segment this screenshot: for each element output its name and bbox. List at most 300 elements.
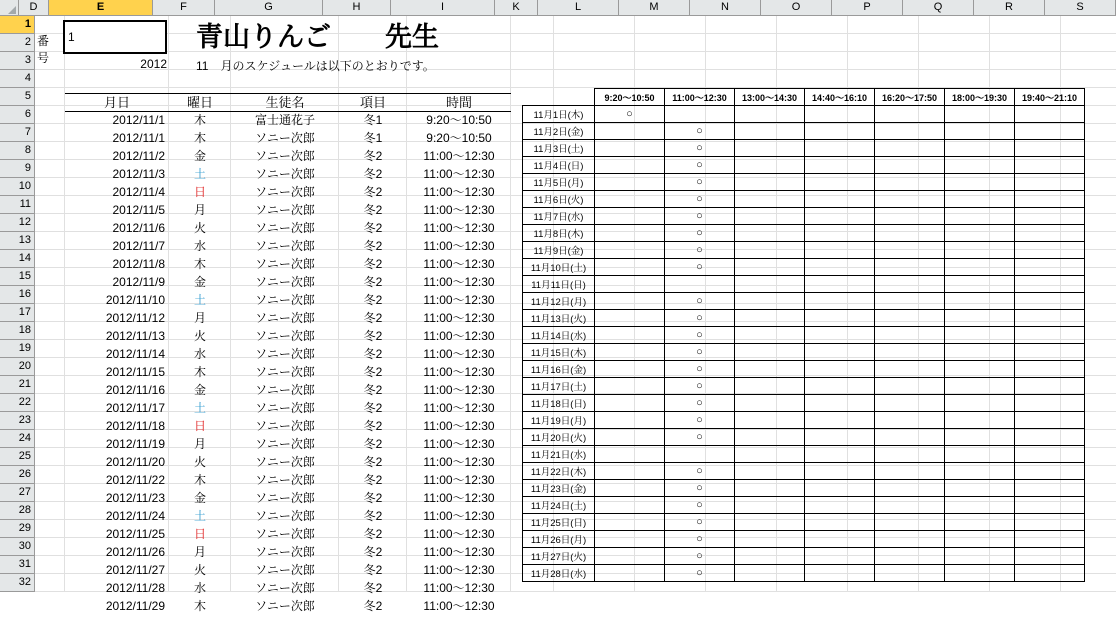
availability-cell-21-4[interactable] <box>805 446 875 463</box>
row-header-18[interactable]: 18 <box>0 322 35 340</box>
availability-cell-27-2[interactable] <box>665 548 735 565</box>
availability-cell-22-7[interactable] <box>1015 463 1085 480</box>
availability-cell-4-3[interactable] <box>735 157 805 174</box>
cell-D15[interactable] <box>35 268 65 286</box>
availability-cell-1-3[interactable] <box>735 106 805 123</box>
cell-D30[interactable] <box>35 538 65 556</box>
availability-cell-2-6[interactable] <box>945 123 1015 140</box>
availability-cell-18-3[interactable] <box>735 395 805 412</box>
availability-cell-19-3[interactable] <box>735 412 805 429</box>
availability-cell-18-4[interactable] <box>805 395 875 412</box>
row-header-21[interactable]: 21 <box>0 376 35 394</box>
availability-cell-16-2[interactable] <box>665 361 735 378</box>
availability-cell-11-4[interactable] <box>805 276 875 293</box>
row-header-25[interactable]: 25 <box>0 448 35 466</box>
cell-R4[interactable] <box>990 70 1061 88</box>
row-header-15[interactable]: 15 <box>0 268 35 286</box>
availability-cell-25-1[interactable] <box>595 514 665 531</box>
availability-cell-9-1[interactable] <box>595 242 665 259</box>
availability-cell-27-4[interactable] <box>805 548 875 565</box>
availability-cell-1-1[interactable] <box>595 106 665 123</box>
cell-D20[interactable] <box>35 358 65 376</box>
availability-cell-3-1[interactable] <box>595 140 665 157</box>
availability-cell-16-4[interactable] <box>805 361 875 378</box>
availability-cell-24-7[interactable] <box>1015 497 1085 514</box>
cell-D7[interactable] <box>35 124 65 142</box>
availability-cell-4-2[interactable] <box>665 157 735 174</box>
availability-cell-3-3[interactable] <box>735 140 805 157</box>
row-header-26[interactable]: 26 <box>0 466 35 484</box>
availability-cell-11-5[interactable] <box>875 276 945 293</box>
cell-D31[interactable] <box>35 556 65 574</box>
cell-D16[interactable] <box>35 286 65 304</box>
availability-cell-8-6[interactable] <box>945 225 1015 242</box>
cell-M4[interactable] <box>635 70 706 88</box>
availability-cell-3-7[interactable] <box>1015 140 1085 157</box>
availability-cell-13-7[interactable] <box>1015 310 1085 327</box>
availability-cell-14-7[interactable] <box>1015 327 1085 344</box>
availability-cell-12-2[interactable] <box>665 293 735 310</box>
availability-cell-3-5[interactable] <box>875 140 945 157</box>
availability-cell-3-6[interactable] <box>945 140 1015 157</box>
row-header-2[interactable]: 2 <box>0 34 35 52</box>
availability-cell-14-6[interactable] <box>945 327 1015 344</box>
availability-cell-28-1[interactable] <box>595 565 665 582</box>
availability-cell-17-6[interactable] <box>945 378 1015 395</box>
availability-cell-17-2[interactable] <box>665 378 735 395</box>
cell-P2[interactable] <box>848 34 919 52</box>
availability-cell-12-4[interactable] <box>805 293 875 310</box>
column-header-f[interactable]: F <box>153 0 215 16</box>
availability-cell-21-2[interactable] <box>665 446 735 463</box>
availability-cell-14-1[interactable] <box>595 327 665 344</box>
availability-cell-25-2[interactable] <box>665 514 735 531</box>
availability-cell-7-2[interactable] <box>665 208 735 225</box>
cell-R1[interactable] <box>990 16 1061 34</box>
availability-cell-21-1[interactable] <box>595 446 665 463</box>
cell-D24[interactable] <box>35 430 65 448</box>
availability-cell-1-5[interactable] <box>875 106 945 123</box>
column-header-r[interactable]: R <box>974 0 1045 16</box>
availability-cell-24-4[interactable] <box>805 497 875 514</box>
availability-cell-24-6[interactable] <box>945 497 1015 514</box>
cell-S1[interactable] <box>1061 16 1116 34</box>
availability-cell-4-1[interactable] <box>595 157 665 174</box>
availability-cell-28-3[interactable] <box>735 565 805 582</box>
cell-D18[interactable] <box>35 322 65 340</box>
availability-cell-22-3[interactable] <box>735 463 805 480</box>
availability-cell-5-5[interactable] <box>875 174 945 191</box>
availability-cell-4-7[interactable] <box>1015 157 1085 174</box>
availability-cell-24-1[interactable] <box>595 497 665 514</box>
availability-cell-22-5[interactable] <box>875 463 945 480</box>
availability-cell-7-1[interactable] <box>595 208 665 225</box>
cell-D21[interactable] <box>35 376 65 394</box>
cell-D5[interactable] <box>35 88 65 106</box>
cell-D32[interactable] <box>35 574 65 592</box>
availability-cell-15-1[interactable] <box>595 344 665 361</box>
availability-cell-25-3[interactable] <box>735 514 805 531</box>
availability-cell-14-2[interactable] <box>665 327 735 344</box>
availability-cell-19-4[interactable] <box>805 412 875 429</box>
column-header-p[interactable]: P <box>832 0 903 16</box>
availability-cell-19-1[interactable] <box>595 412 665 429</box>
availability-cell-24-2[interactable] <box>665 497 735 514</box>
row-header-1[interactable]: 1 <box>0 16 35 34</box>
availability-cell-8-7[interactable] <box>1015 225 1085 242</box>
cell-D28[interactable] <box>35 502 65 520</box>
availability-cell-4-5[interactable] <box>875 157 945 174</box>
cell-S2[interactable] <box>1061 34 1116 52</box>
availability-cell-2-2[interactable] <box>665 123 735 140</box>
availability-cell-7-7[interactable] <box>1015 208 1085 225</box>
row-header-32[interactable]: 32 <box>0 574 35 592</box>
availability-cell-6-3[interactable] <box>735 191 805 208</box>
availability-cell-11-3[interactable] <box>735 276 805 293</box>
availability-cell-9-3[interactable] <box>735 242 805 259</box>
cell-S4[interactable] <box>1061 70 1116 88</box>
cell-N3[interactable] <box>706 52 777 70</box>
cell-E4[interactable] <box>65 70 169 88</box>
availability-cell-25-4[interactable] <box>805 514 875 531</box>
availability-cell-16-1[interactable] <box>595 361 665 378</box>
availability-cell-12-1[interactable] <box>595 293 665 310</box>
availability-cell-22-4[interactable] <box>805 463 875 480</box>
availability-cell-3-2[interactable] <box>665 140 735 157</box>
availability-cell-19-2[interactable] <box>665 412 735 429</box>
cell-M1[interactable] <box>635 16 706 34</box>
column-header-e[interactable]: E <box>49 0 153 16</box>
cell-D12[interactable] <box>35 214 65 232</box>
availability-cell-10-5[interactable] <box>875 259 945 276</box>
availability-cell-27-1[interactable] <box>595 548 665 565</box>
availability-cell-25-5[interactable] <box>875 514 945 531</box>
availability-cell-4-6[interactable] <box>945 157 1015 174</box>
availability-cell-28-7[interactable] <box>1015 565 1085 582</box>
availability-cell-23-5[interactable] <box>875 480 945 497</box>
availability-cell-2-1[interactable] <box>595 123 665 140</box>
cell-D25[interactable] <box>35 448 65 466</box>
cell-Q2[interactable] <box>919 34 990 52</box>
availability-cell-17-5[interactable] <box>875 378 945 395</box>
availability-cell-18-7[interactable] <box>1015 395 1085 412</box>
availability-cell-4-4[interactable] <box>805 157 875 174</box>
availability-cell-10-6[interactable] <box>945 259 1015 276</box>
row-header-9[interactable]: 9 <box>0 160 35 178</box>
availability-cell-21-7[interactable] <box>1015 446 1085 463</box>
availability-cell-18-1[interactable] <box>595 395 665 412</box>
availability-cell-23-2[interactable] <box>665 480 735 497</box>
cell-K4[interactable] <box>511 70 554 88</box>
row-header-22[interactable]: 22 <box>0 394 35 412</box>
availability-cell-1-2[interactable] <box>665 106 735 123</box>
cell-N1[interactable] <box>706 16 777 34</box>
availability-cell-18-6[interactable] <box>945 395 1015 412</box>
availability-cell-9-2[interactable] <box>665 242 735 259</box>
availability-cell-17-7[interactable] <box>1015 378 1085 395</box>
availability-cell-5-4[interactable] <box>805 174 875 191</box>
cell-Q3[interactable] <box>919 52 990 70</box>
cell-N2[interactable] <box>706 34 777 52</box>
row-header-23[interactable]: 23 <box>0 412 35 430</box>
cell-O2[interactable] <box>777 34 848 52</box>
row-header-11[interactable]: 11 <box>0 196 35 214</box>
availability-cell-21-3[interactable] <box>735 446 805 463</box>
availability-cell-15-6[interactable] <box>945 344 1015 361</box>
cell-K2[interactable] <box>511 34 554 52</box>
availability-cell-2-5[interactable] <box>875 123 945 140</box>
cell-D4[interactable] <box>35 70 65 88</box>
availability-cell-10-3[interactable] <box>735 259 805 276</box>
availability-cell-7-3[interactable] <box>735 208 805 225</box>
row-header-16[interactable]: 16 <box>0 286 35 304</box>
availability-cell-22-1[interactable] <box>595 463 665 480</box>
cell-D13[interactable] <box>35 232 65 250</box>
availability-cell-20-2[interactable] <box>665 429 735 446</box>
availability-cell-26-3[interactable] <box>735 531 805 548</box>
availability-cell-16-5[interactable] <box>875 361 945 378</box>
availability-cell-16-6[interactable] <box>945 361 1015 378</box>
cell-R3[interactable] <box>990 52 1061 70</box>
availability-cell-27-7[interactable] <box>1015 548 1085 565</box>
row-header-24[interactable]: 24 <box>0 430 35 448</box>
availability-cell-13-5[interactable] <box>875 310 945 327</box>
availability-cell-8-3[interactable] <box>735 225 805 242</box>
availability-cell-11-2[interactable] <box>665 276 735 293</box>
availability-cell-25-6[interactable] <box>945 514 1015 531</box>
availability-cell-10-2[interactable] <box>665 259 735 276</box>
cell-K3[interactable] <box>511 52 554 70</box>
availability-cell-17-1[interactable] <box>595 378 665 395</box>
cell-S3[interactable] <box>1061 52 1116 70</box>
row-header-27[interactable]: 27 <box>0 484 35 502</box>
availability-cell-26-4[interactable] <box>805 531 875 548</box>
availability-cell-2-3[interactable] <box>735 123 805 140</box>
availability-cell-12-6[interactable] <box>945 293 1015 310</box>
availability-cell-5-6[interactable] <box>945 174 1015 191</box>
cell-D9[interactable] <box>35 160 65 178</box>
availability-cell-20-5[interactable] <box>875 429 945 446</box>
cell-D11[interactable] <box>35 196 65 214</box>
row-header-12[interactable]: 12 <box>0 214 35 232</box>
availability-cell-15-4[interactable] <box>805 344 875 361</box>
row-header-7[interactable]: 7 <box>0 124 35 142</box>
availability-cell-28-4[interactable] <box>805 565 875 582</box>
availability-cell-6-7[interactable] <box>1015 191 1085 208</box>
availability-cell-6-4[interactable] <box>805 191 875 208</box>
availability-cell-27-3[interactable] <box>735 548 805 565</box>
availability-cell-26-6[interactable] <box>945 531 1015 548</box>
availability-cell-25-7[interactable] <box>1015 514 1085 531</box>
availability-cell-10-1[interactable] <box>595 259 665 276</box>
column-header-i[interactable]: I <box>391 0 495 16</box>
availability-cell-9-7[interactable] <box>1015 242 1085 259</box>
cell-L3[interactable] <box>554 52 635 70</box>
availability-cell-2-7[interactable] <box>1015 123 1085 140</box>
cell-O4[interactable] <box>777 70 848 88</box>
availability-cell-23-4[interactable] <box>805 480 875 497</box>
availability-cell-19-6[interactable] <box>945 412 1015 429</box>
row-header-13[interactable]: 13 <box>0 232 35 250</box>
availability-cell-13-2[interactable] <box>665 310 735 327</box>
availability-cell-16-3[interactable] <box>735 361 805 378</box>
availability-cell-17-4[interactable] <box>805 378 875 395</box>
availability-cell-6-5[interactable] <box>875 191 945 208</box>
cell-L4[interactable] <box>554 70 635 88</box>
row-header-20[interactable]: 20 <box>0 358 35 376</box>
column-header-n[interactable]: N <box>690 0 761 16</box>
availability-cell-26-2[interactable] <box>665 531 735 548</box>
availability-cell-11-6[interactable] <box>945 276 1015 293</box>
cell-Q4[interactable] <box>919 70 990 88</box>
cell-D22[interactable] <box>35 394 65 412</box>
cell-N4[interactable] <box>706 70 777 88</box>
availability-cell-24-3[interactable] <box>735 497 805 514</box>
availability-cell-14-3[interactable] <box>735 327 805 344</box>
row-header-6[interactable]: 6 <box>0 106 35 124</box>
availability-cell-24-5[interactable] <box>875 497 945 514</box>
availability-cell-26-7[interactable] <box>1015 531 1085 548</box>
column-header-q[interactable]: Q <box>903 0 974 16</box>
availability-cell-5-1[interactable] <box>595 174 665 191</box>
availability-cell-12-5[interactable] <box>875 293 945 310</box>
column-header-m[interactable]: M <box>619 0 690 16</box>
availability-cell-13-1[interactable] <box>595 310 665 327</box>
availability-cell-8-1[interactable] <box>595 225 665 242</box>
availability-cell-20-4[interactable] <box>805 429 875 446</box>
cell-D6[interactable] <box>35 106 65 124</box>
cell-Q1[interactable] <box>919 16 990 34</box>
availability-cell-14-5[interactable] <box>875 327 945 344</box>
availability-cell-11-1[interactable] <box>595 276 665 293</box>
column-header-d[interactable]: D <box>19 0 49 16</box>
availability-cell-12-3[interactable] <box>735 293 805 310</box>
availability-cell-13-6[interactable] <box>945 310 1015 327</box>
column-header-l[interactable]: L <box>538 0 619 16</box>
column-header-o[interactable]: O <box>761 0 832 16</box>
row-header-3[interactable]: 3 <box>0 52 35 70</box>
cell-D14[interactable] <box>35 250 65 268</box>
availability-cell-22-6[interactable] <box>945 463 1015 480</box>
availability-cell-18-5[interactable] <box>875 395 945 412</box>
cell-M3[interactable] <box>635 52 706 70</box>
cell-D23[interactable] <box>35 412 65 430</box>
availability-cell-21-6[interactable] <box>945 446 1015 463</box>
availability-cell-7-5[interactable] <box>875 208 945 225</box>
cell-P3[interactable] <box>848 52 919 70</box>
row-header-17[interactable]: 17 <box>0 304 35 322</box>
cell-D8[interactable] <box>35 142 65 160</box>
column-header-s[interactable]: S <box>1045 0 1116 16</box>
availability-cell-8-4[interactable] <box>805 225 875 242</box>
availability-cell-8-2[interactable] <box>665 225 735 242</box>
row-header-8[interactable]: 8 <box>0 142 35 160</box>
availability-cell-15-2[interactable] <box>665 344 735 361</box>
cell-D26[interactable] <box>35 466 65 484</box>
availability-cell-3-4[interactable] <box>805 140 875 157</box>
cell-D10[interactable] <box>35 178 65 196</box>
availability-cell-6-6[interactable] <box>945 191 1015 208</box>
availability-cell-23-6[interactable] <box>945 480 1015 497</box>
availability-cell-8-5[interactable] <box>875 225 945 242</box>
select-all-corner[interactable] <box>0 0 19 16</box>
cell-P1[interactable] <box>848 16 919 34</box>
column-header-h[interactable]: H <box>323 0 391 16</box>
availability-cell-6-2[interactable] <box>665 191 735 208</box>
row-header-30[interactable]: 30 <box>0 538 35 556</box>
availability-cell-20-3[interactable] <box>735 429 805 446</box>
cell-D29[interactable] <box>35 520 65 538</box>
availability-cell-26-1[interactable] <box>595 531 665 548</box>
cell-L1[interactable] <box>554 16 635 34</box>
availability-cell-7-6[interactable] <box>945 208 1015 225</box>
availability-cell-23-3[interactable] <box>735 480 805 497</box>
cell-D17[interactable] <box>35 304 65 322</box>
availability-cell-9-6[interactable] <box>945 242 1015 259</box>
availability-cell-5-3[interactable] <box>735 174 805 191</box>
cell-O3[interactable] <box>777 52 848 70</box>
availability-cell-27-6[interactable] <box>945 548 1015 565</box>
availability-cell-20-7[interactable] <box>1015 429 1085 446</box>
availability-cell-13-4[interactable] <box>805 310 875 327</box>
availability-cell-11-7[interactable] <box>1015 276 1085 293</box>
availability-cell-10-4[interactable] <box>805 259 875 276</box>
availability-cell-15-5[interactable] <box>875 344 945 361</box>
availability-cell-19-5[interactable] <box>875 412 945 429</box>
cell-L2[interactable] <box>554 34 635 52</box>
availability-cell-14-4[interactable] <box>805 327 875 344</box>
availability-cell-5-2[interactable] <box>665 174 735 191</box>
availability-cell-20-6[interactable] <box>945 429 1015 446</box>
column-header-g[interactable]: G <box>215 0 323 16</box>
availability-cell-23-7[interactable] <box>1015 480 1085 497</box>
row-header-28[interactable]: 28 <box>0 502 35 520</box>
row-header-19[interactable]: 19 <box>0 340 35 358</box>
availability-cell-18-2[interactable] <box>665 395 735 412</box>
bangou-input[interactable]: 1 <box>63 20 167 54</box>
availability-cell-10-7[interactable] <box>1015 259 1085 276</box>
availability-cell-1-7[interactable] <box>1015 106 1085 123</box>
cell-K1[interactable] <box>511 16 554 34</box>
availability-cell-15-3[interactable] <box>735 344 805 361</box>
availability-cell-16-7[interactable] <box>1015 361 1085 378</box>
row-header-29[interactable]: 29 <box>0 520 35 538</box>
availability-cell-28-2[interactable] <box>665 565 735 582</box>
row-header-10[interactable]: 10 <box>0 178 35 196</box>
cell-M2[interactable] <box>635 34 706 52</box>
cell-D27[interactable] <box>35 484 65 502</box>
availability-cell-12-7[interactable] <box>1015 293 1085 310</box>
availability-cell-7-4[interactable] <box>805 208 875 225</box>
cell-O1[interactable] <box>777 16 848 34</box>
row-header-14[interactable]: 14 <box>0 250 35 268</box>
row-header-31[interactable]: 31 <box>0 556 35 574</box>
availability-cell-28-5[interactable] <box>875 565 945 582</box>
availability-cell-23-1[interactable] <box>595 480 665 497</box>
availability-cell-1-4[interactable] <box>805 106 875 123</box>
availability-cell-13-3[interactable] <box>735 310 805 327</box>
availability-cell-6-1[interactable] <box>595 191 665 208</box>
column-header-k[interactable]: K <box>495 0 538 16</box>
availability-cell-28-6[interactable] <box>945 565 1015 582</box>
availability-cell-17-3[interactable] <box>735 378 805 395</box>
availability-cell-9-5[interactable] <box>875 242 945 259</box>
availability-cell-20-1[interactable] <box>595 429 665 446</box>
cell-R2[interactable] <box>990 34 1061 52</box>
availability-cell-19-7[interactable] <box>1015 412 1085 429</box>
row-header-4[interactable]: 4 <box>0 70 35 88</box>
availability-cell-22-2[interactable] <box>665 463 735 480</box>
